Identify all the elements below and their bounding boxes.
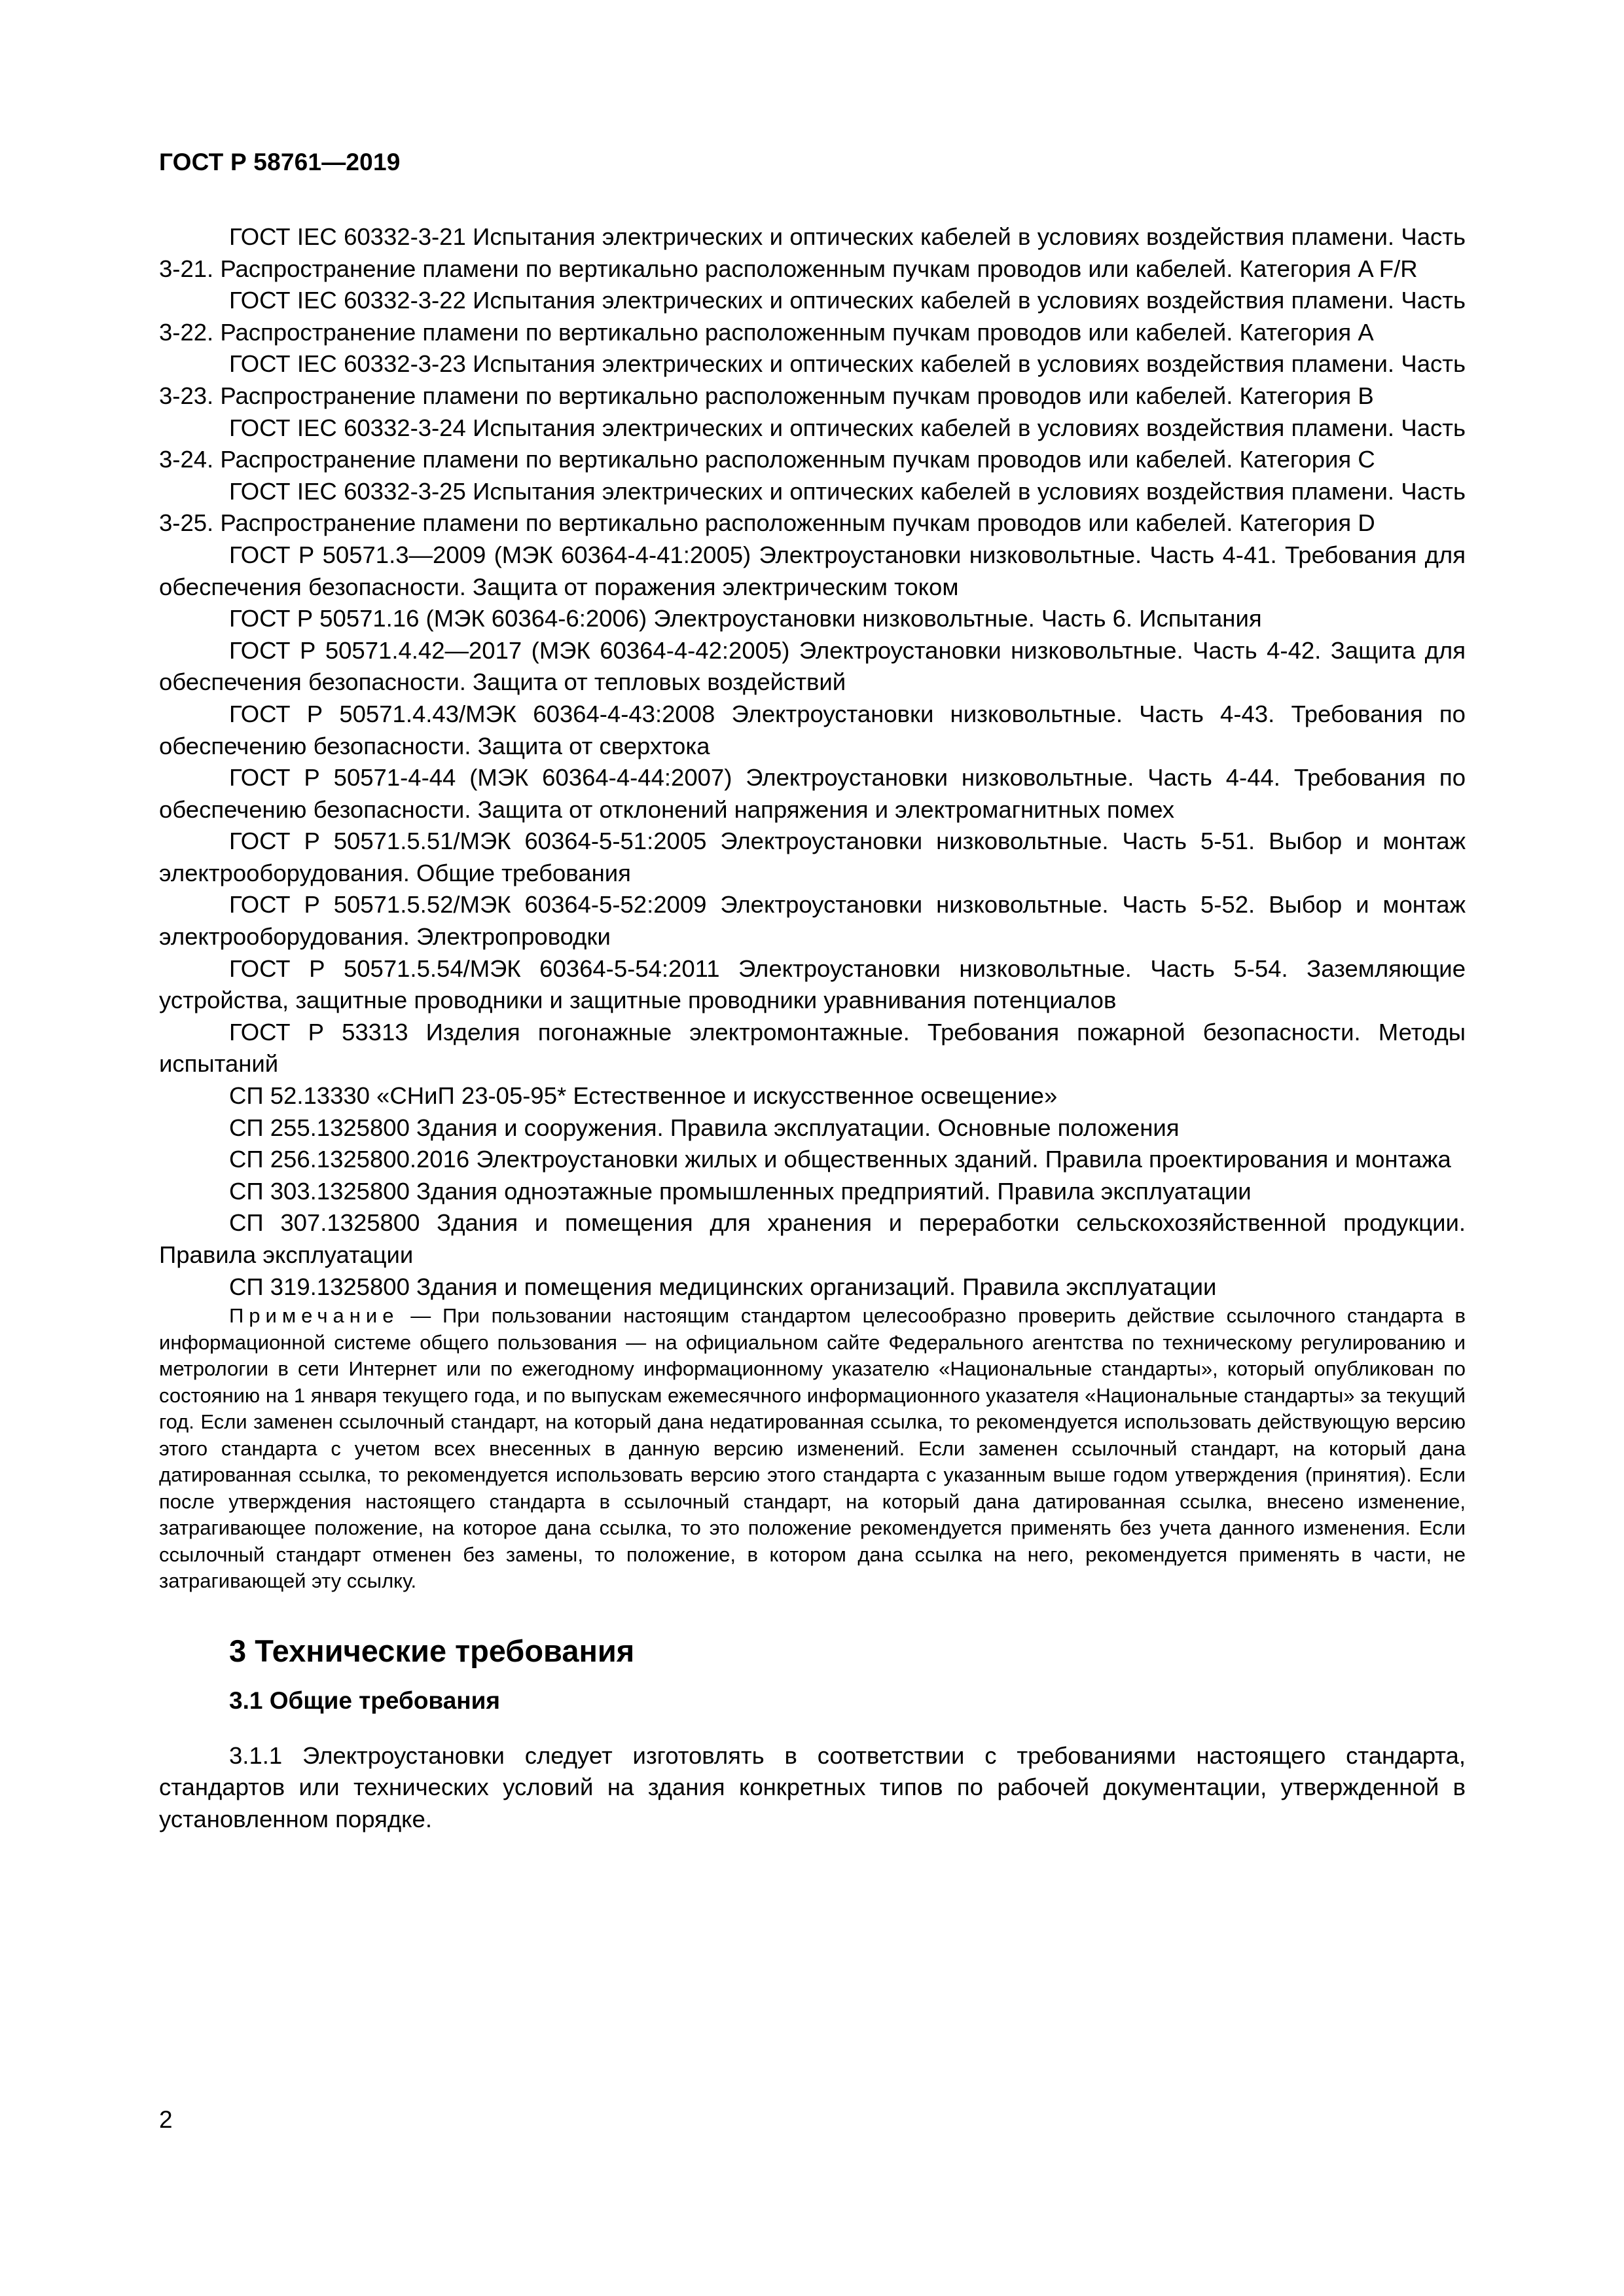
reference-item: ГОСТ Р 50571.4.42—2017 (МЭК 60364-4-42:2005) Электроустановки низковольтные. Часть 4-42. Защита для обеспечения безопасности. Защита от тепловых воздействий [159, 636, 1466, 696]
reference-item: ГОСТ IEC 60332-3-23 Испытания электрических и оптических кабелей в условиях воздействия пламени. Часть 3-23. Распространение пламени по вертикально расположенным пучкам проводов или кабелей. Категория В [159, 350, 1466, 409]
reference-item: СП 307.1325800 Здания и помещения для хранения и переработки сельскохозяйственной продукции. Правила эксплуатации [159, 1209, 1466, 1268]
document-content [159, 221, 1466, 1835]
reference-item: ГОСТ Р 50571.5.54/МЭК 60364-5-54:2011 Электроустановки низковольтные. Часть 5-54. Заземляющие устройства, защитные проводники и защитные проводники уравнивания потенциалов [159, 955, 1466, 1014]
reference-item: СП 52.13330 «СНиП 23-05-95* Естественное и искусственное освещение» [229, 1082, 1058, 1110]
reference-item: ГОСТ Р 50571.3—2009 (МЭК 60364-4-41:2005) Электроустановки низковольтные. Часть 4-41. Требования для обеспечения безопасности. Защита от поражения электрическим током [159, 541, 1466, 600]
subsection-title: 3.1 Общие требования [229, 1686, 500, 1714]
references-note [159, 1303, 1466, 1595]
reference-item: ГОСТ Р 50571.5.52/МЭК 60364-5-52:2009 Электроустановки низковольтные. Часть 5-52. Выбор и монтаж электрооборудования. Электропроводки [159, 891, 1466, 951]
normative-references-list [159, 221, 1466, 1303]
reference-item: ГОСТ Р 50571.4.43/МЭК 60364-4-43:2008 Электроустановки низковольтные. Часть 4-43. Требования по обеспечению безопасности. Защита от сверхтока [159, 700, 1466, 759]
reference-item: ГОСТ Р 50571-4-44 (МЭК 60364-4-44:2007) Электроустановки низковольтные. Часть 4-44. Требования по обеспечению безопасности. Защита от отклонений напряжения и электромагнитных помех [159, 764, 1466, 823]
reference-item: ГОСТ IEC 60332-3-21 Испытания электрических и оптических кабелей в условиях воздействия пламени. Часть 3-21. Распространение пламени по вертикально расположенным пучкам проводов или кабелей. Категория A F/R [159, 223, 1466, 282]
reference-item: ГОСТ IEC 60332-3-22 Испытания электрических и оптических кабелей в условиях воздействия пламени. Часть 3-22. Распространение пламени по вертикально расположенным пучкам проводов или кабелей. Категория А [159, 287, 1466, 346]
reference-item: СП 319.1325800 Здания и помещения медицинских организаций. Правила эксплуатации [229, 1273, 1217, 1300]
section-paragraph: 3.1.1 Электроустановки следует изготовлять в соответствии с требованиями настоящего стандарта, стандартов или технических условий на здания конкретных типов по рабочей документации, утвержденной в установленном порядке. [159, 1741, 1466, 1832]
page-number: 2 [159, 2106, 173, 2133]
note-text: — При пользовании настоящим стандартом целесообразно проверить действие ссылочного стандарта в информационной системе общего пользования — на официальном сайте Федерального агентства по техническому регулированию и метрологии в сети Интернет или по ежегодному информационному указателю «Национальные стандарты», который опубликован по состоянию на 1 января текущего года, и по выпускам ежемесячного информационного указателя «Национальные стандарты» за текущий год. Если заменен ссылочный стандарт, на который дана недатированная ссылка, то рекомендуется использовать действующую версию этого стандарта с учетом всех внесенных в данную версию изменений. Если заменен ссылочный стандарт, на который дана датированная ссылка, то рекомендуется использовать версию этого стандарта с указанным выше годом утверждения (принятия). Если после утверждения настоящего стандарта в ссылочный стандарт, на который дана датированная ссылка, внесено изменение, затрагивающее положение, на которое дана ссылка, то это положение рекомендуется применять без учета данного изменения. Если ссылочный стандарт отменен без замены, то положение, в котором дана ссылка на него, рекомендуется применять в части, не затрагивающей эту ссылку. [159, 1304, 1466, 1593]
reference-item: ГОСТ Р 50571.5.51/МЭК 60364-5-51:2005 Электроустановки низковольтные. Часть 5-51. Выбор и монтаж электрооборудования. Общие требования [159, 828, 1466, 886]
section-title: 3 Технические требования [229, 1633, 635, 1668]
note-label: Примечание [229, 1304, 399, 1328]
reference-item: СП 255.1325800 Здания и сооружения. Правила эксплуатации. Основные положения [229, 1114, 1180, 1141]
reference-item: ГОСТ Р 50571.16 (МЭК 60364-6:2006) Электроустановки низковольтные. Часть 6. Испытания [229, 605, 1262, 632]
reference-item: ГОСТ IEC 60332-3-24 Испытания электрических и оптических кабелей в условиях воздействия пламени. Часть 3-24. Распространение пламени по вертикально расположенным пучкам проводов или кабелей. Категория С [159, 414, 1466, 473]
document-header-id: ГОСТ Р 58761—2019 [159, 149, 401, 175]
reference-item: СП 256.1325800.2016 Электроустановки жилых и общественных зданий. Правила проектирования и монтажа [229, 1146, 1451, 1173]
reference-item: ГОСТ Р 53313 Изделия погонажные электромонтажные. Требования пожарной безопасности. Методы испытаний [159, 1018, 1466, 1078]
reference-item: ГОСТ IEC 60332-3-25 Испытания электрических и оптических кабелей в условиях воздействия пламени. Часть 3-25. Распространение пламени по вертикально расположенным пучкам проводов или кабелей. Категория D [159, 477, 1466, 537]
reference-item: СП 303.1325800 Здания одноэтажные промышленных предприятий. Правила эксплуатации [229, 1177, 1252, 1205]
